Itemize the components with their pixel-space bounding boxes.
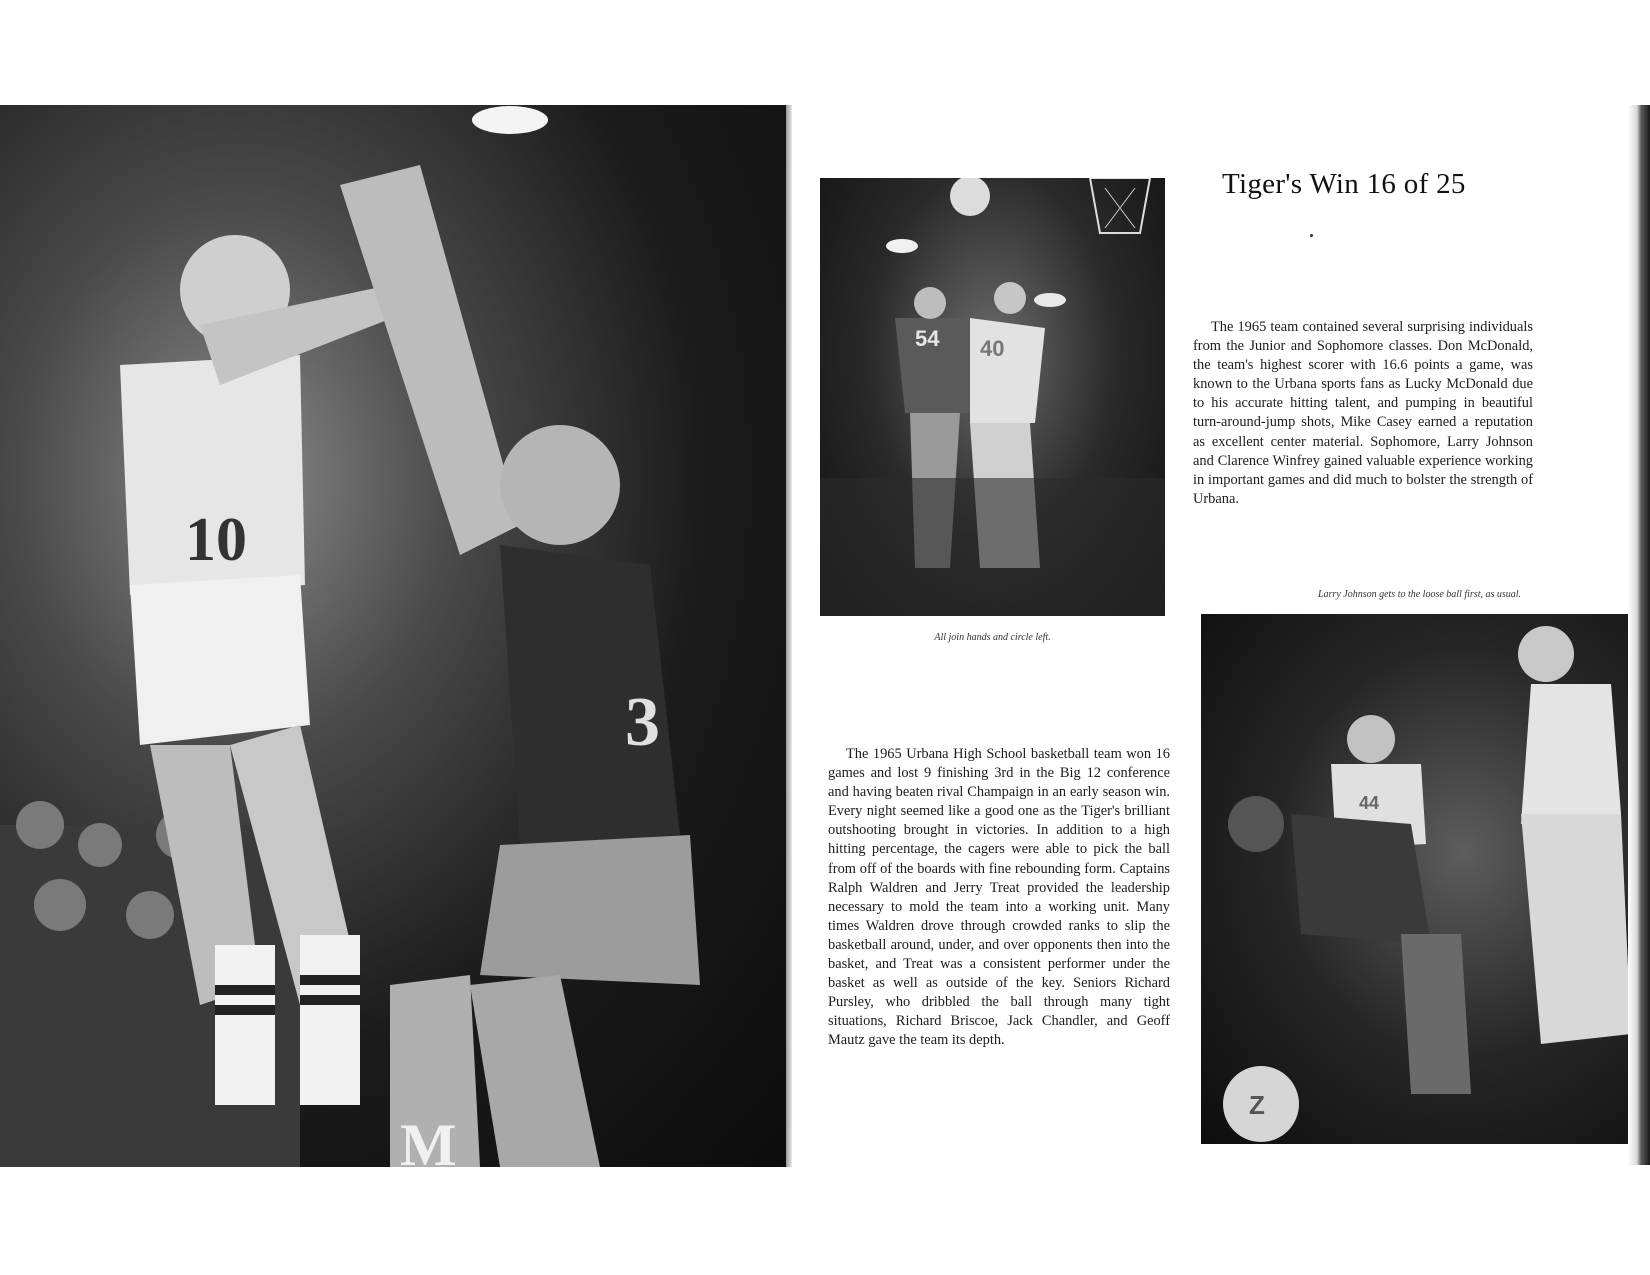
photo-bottom-loose-ball bbox=[1201, 614, 1638, 1144]
main-paragraph: The 1965 Urbana High School basketball team won 16 games and lost 9 finishing 3rd in the Big 12 conference and having beaten rival Champaign in an early season win. Every night seemed like a good one as the Tiger's brilliant outshooting brought in victories. In addition to a high hitting percentage, the cagers were able to pick the ball from off of the boards with fine rebounding form. Captains Ralph Waldren and Jerry Treat provided the leadership necessary to mold the team into a working unit. Many times Waldren drove through crowded ranks to slip the basketball around, under, and over opponents then into the basket, and Treat was a consistent performer under the basket as well as outside of the key. Seniors Richard Pursley, who dribbled the ball through many tight situations, Richard Briscoe, Jack Chandler, and Geoff Mautz gave the team its depth. bbox=[828, 746, 1170, 1049]
page-title: Tiger's Win 16 of 25 bbox=[1222, 168, 1466, 200]
jersey-number-44: 44 bbox=[1359, 793, 1380, 813]
jersey-number-10: 10 bbox=[185, 506, 247, 574]
caption-top-photo: All join hands and circle left. bbox=[934, 632, 1051, 643]
caption-bottom-photo: Larry Johnson gets to the loose ball first, as usual. bbox=[1317, 589, 1522, 600]
intro-paragraph: The 1965 team contained several surprising individuals from the Junior and Sophomore classes. Don McDonald, the team's highest scorer with 16.6 points a game, was known to the Urbana sports fans as Lucky McDonald due to his accurate hitting talent, and pumping in beautiful turn-around-jump shots, Mike Casey earned a reputation as excellent center material. Sophomore, Larry Johnson and Clarence Winfrey gained valuable experience working in important games and did much to bolster the strength of Urbana. bbox=[1193, 319, 1533, 507]
sock-letter-m: M bbox=[400, 1112, 457, 1167]
book-spine bbox=[786, 105, 792, 1167]
ornament-dot bbox=[1310, 234, 1313, 237]
ball-mark-z: Z bbox=[1249, 1090, 1265, 1120]
jersey-number-54: 54 bbox=[915, 326, 940, 351]
photo-top-rebound bbox=[820, 178, 1165, 616]
page-edge-shadow bbox=[1628, 105, 1650, 1165]
jersey-number-3: 3 bbox=[625, 684, 660, 761]
photo-left-jump-shot bbox=[0, 105, 790, 1167]
jersey-number-40: 40 bbox=[980, 336, 1005, 361]
